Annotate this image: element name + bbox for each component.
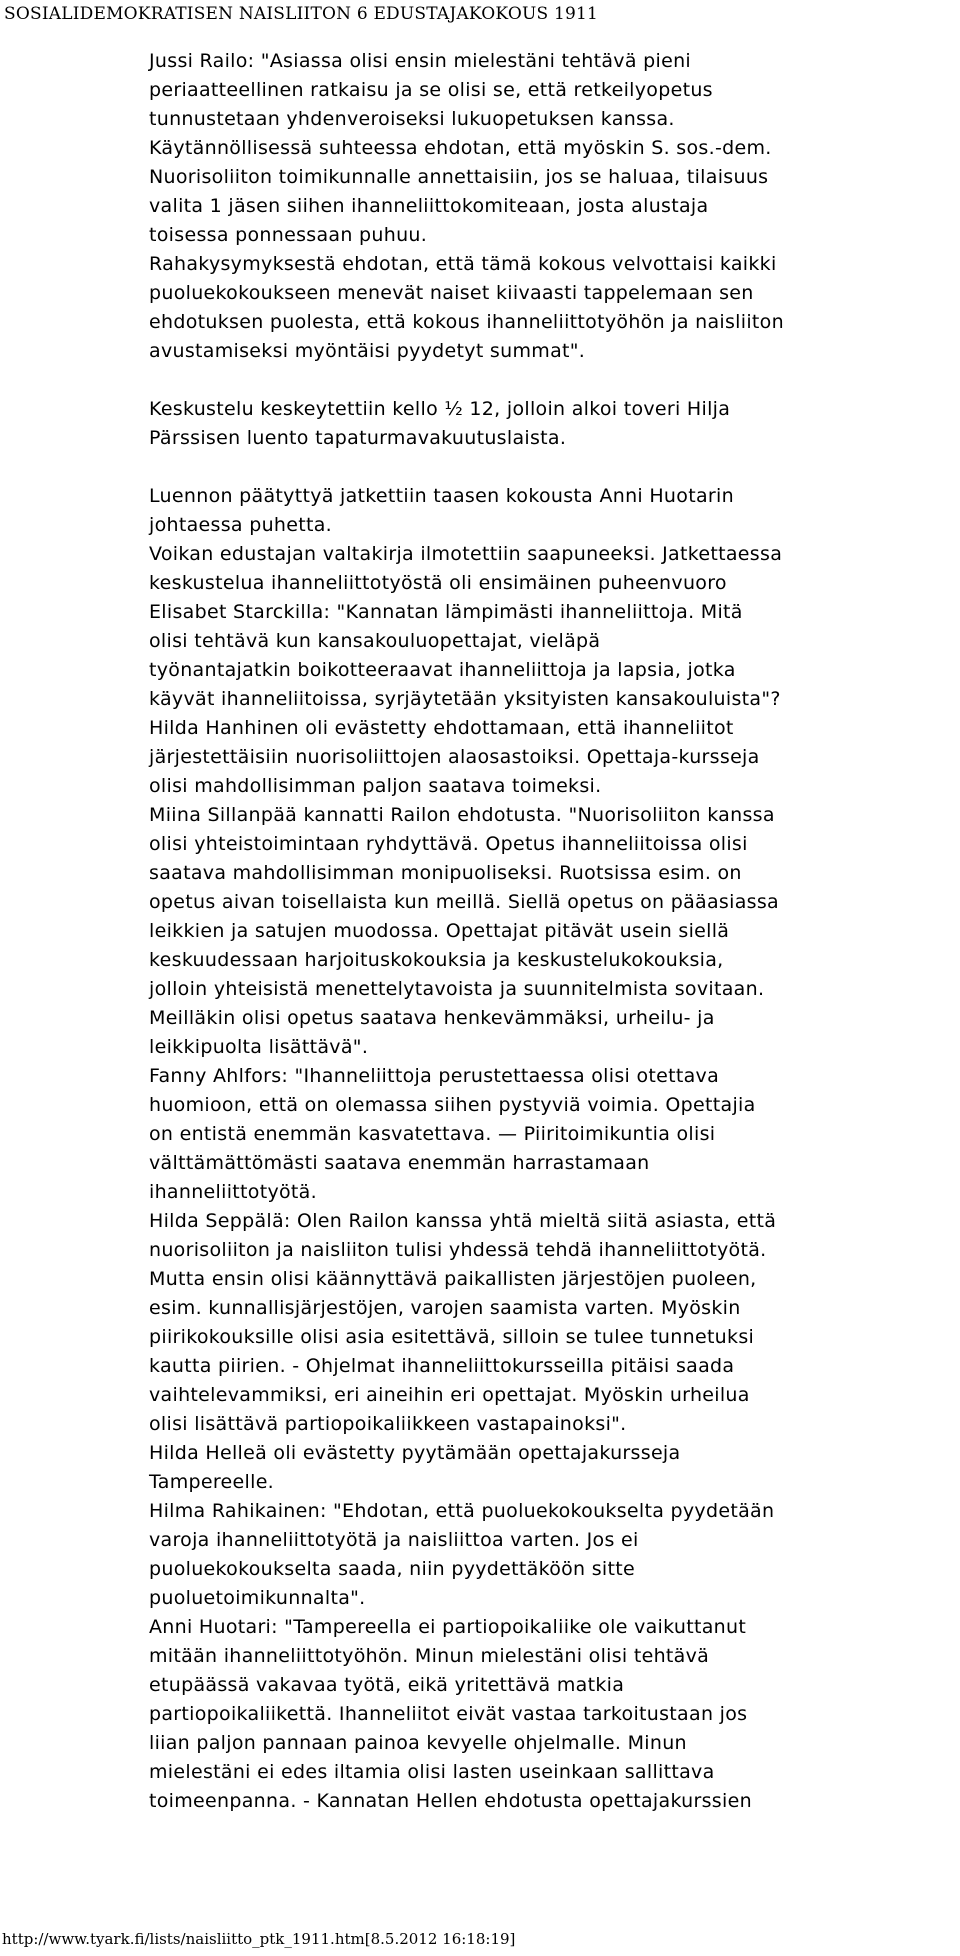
text-line: Fanny Ahlfors: "Ihanneliittoja perustettaessa olisi otettava [149, 1065, 720, 1087]
text-line: partiopoikaliikettä. Ihanneliitot eivät vastaa tarkoitustaan jos [149, 1703, 748, 1725]
text-line: keskuudessaan harjoituskokouksia ja keskustelukokouksia, [149, 949, 724, 971]
text-line: avustamiseksi myöntäisi pyydetyt summat". [149, 340, 586, 362]
text-line: toisessa ponnessaan puhuu. [149, 224, 428, 246]
text-line: mielestäni ei edes iltamia olisi lasten useinkaan sallittava [149, 1761, 715, 1783]
text-line: mitään ihanneliittotyöhön. Minun mielestäni olisi tehtävä [149, 1645, 710, 1667]
text-line: olisi lisättävä partiopoikaliikkeen vastapainoksi". [149, 1413, 627, 1435]
text-line: olisi yhteistoimintaan ryhdyttävä. Opetus ihanneliitoissa olisi [149, 833, 748, 855]
text-line: olisi tehtävä kun kansakouluopettajat, vieläpä [149, 630, 601, 652]
text-line: Miina Sillanpää kannatti Railon ehdotusta. "Nuorisoliiton kanssa [149, 804, 775, 826]
text-line: puoluekokoukseen menevät naiset kiivaasti tappelemaan sen [149, 282, 754, 304]
source-url-footer: http://www.tyark.fi/lists/naisliitto_ptk_1911.htm[8.5.2012 16:18:19] [2, 1930, 516, 1948]
text-line: valita 1 jäsen siihen ihanneliittokomiteaan, josta alustaja [149, 195, 709, 217]
text-line: Hilma Rahikainen: "Ehdotan, että puoluekokoukselta pyydetään [149, 1500, 775, 1522]
text-line: Jussi Railo: "Asiassa olisi ensin mielestäni tehtävä pieni [149, 50, 691, 72]
text-line: puoluekokoukselta saada, niin pyydettäköön sitte [149, 1558, 635, 1580]
text-line: järjestettäisiin nuorisoliittojen alaosastoiksi. Opettaja-kursseja [149, 746, 760, 768]
text-line: leikkien ja satujen muodossa. Opettajat pitävät usein siellä [149, 920, 730, 942]
text-line: johtaessa puhetta. [149, 514, 333, 536]
text-line: Hilda Helleä oli evästetty pyytämään opettajakursseja [149, 1442, 681, 1464]
text-line: nuorisoliiton ja naisliiton tulisi yhdessä tehdä ihanneliittotyötä. [149, 1239, 767, 1261]
text-line: Nuorisoliiton toimikunnalle annettaisiin, jos se haluaa, tilaisuus [149, 166, 769, 188]
text-line: etupäässä vakavaa työtä, eikä yritettävä matkia [149, 1674, 625, 1696]
paragraph-gap [149, 366, 954, 395]
text-line: piirikokouksille olisi asia esitettävä, silloin se tulee tunnetuksi [149, 1326, 755, 1348]
text-line: Anni Huotari: "Tampereella ei partiopoikaliike ole vaikuttanut [149, 1616, 747, 1638]
document-body [149, 47, 954, 1816]
text-line: toimeenpanna. - Kannatan Hellen ehdotusta opettajakurssien [149, 1790, 752, 1812]
text-line: Hilda Hanhinen oli evästetty ehdottamaan, että ihanneliitot [149, 717, 734, 739]
text-line: Luennon päätyttyä jatkettiin taasen kokousta Anni Huotarin [149, 485, 734, 507]
text-line: käyvät ihanneliitoissa, syrjäytetään yksityisten kansakouluista"? [149, 688, 781, 710]
text-line: on entistä enemmän kasvatettava. — Piiritoimikuntia olisi [149, 1123, 716, 1145]
text-line: puoluetoimikunnalta". [149, 1587, 366, 1609]
paragraph-gap [149, 453, 954, 482]
text-line: periaatteellinen ratkaisu ja se olisi se, että retkeilyopetus [149, 79, 713, 101]
running-header: SOSIALIDEMOKRATISEN NAISLIITON 6 EDUSTAJAKOKOUS 1911 [4, 4, 599, 24]
text-line: Tampereelle. [149, 1471, 275, 1493]
text-line: Elisabet Starckilla: "Kannatan lämpimästi ihanneliittoja. Mitä [149, 601, 743, 623]
text-line: opetus aivan toisellaista kun meillä. Siellä opetus on pääasiassa [149, 891, 779, 913]
text-line: leikkipuolta lisättävä". [149, 1036, 369, 1058]
text-line: välttämättömästi saatava enemmän harrastamaan [149, 1152, 650, 1174]
text-line: Voikan edustajan valtakirja ilmotettiin saapuneeksi. Jatkettaessa [149, 543, 783, 565]
text-line: Pärssisen luento tapaturmavakuutuslaista. [149, 427, 567, 449]
text-line: vaihtelevammiksi, eri aineihin eri opettajat. Myöskin urheilua [149, 1384, 750, 1406]
text-line: ehdotuksen puolesta, että kokous ihanneliittotyöhön ja naisliiton [149, 311, 784, 333]
text-line: Käytännöllisessä suhteessa ehdotan, että myöskin S. sos.-dem. [149, 137, 772, 159]
text-line: työnantajatkin boikotteeraavat ihanneliittoja ja lapsia, jotka [149, 659, 736, 681]
text-line: ihanneliittotyötä. [149, 1181, 317, 1203]
text-line: keskustelua ihanneliittotyöstä oli ensimäinen puheenvuoro [149, 572, 727, 594]
text-line: Mutta ensin olisi käännyttävä paikallisten järjestöjen puoleen, [149, 1268, 757, 1290]
text-line: tunnustetaan yhdenveroiseksi lukuopetuksen kanssa. [149, 108, 675, 130]
text-line: saatava mahdollisimman monipuoliseksi. Ruotsissa esim. on [149, 862, 742, 884]
text-line: Keskustelu keskeytettiin kello ½ 12, jolloin alkoi toveri Hilja [149, 398, 731, 420]
text-line: esim. kunnallisjärjestöjen, varojen saamista varten. Myöskin [149, 1297, 741, 1319]
text-line: kautta piirien. - Ohjelmat ihanneliittokursseilla pitäisi saada [149, 1355, 735, 1377]
text-line: liian paljon pannaan painoa kevyelle ohjelmalle. Minun [149, 1732, 687, 1754]
text-line: Rahakysymyksestä ehdotan, että tämä kokous velvottaisi kaikki [149, 253, 777, 275]
text-line: olisi mahdollisimman paljon saatava toimeksi. [149, 775, 602, 797]
text-line: varoja ihanneliittotyötä ja naisliittoa varten. Jos ei [149, 1529, 639, 1551]
text-line: Meilläkin olisi opetus saatava henkevämmäksi, urheilu- ja [149, 1007, 715, 1029]
text-line: Hilda Seppälä: Olen Railon kanssa yhtä mieltä siitä asiasta, että [149, 1210, 777, 1232]
text-line: jolloin yhteisistä menettelytavoista ja suunnitelmista sovitaan. [149, 978, 765, 1000]
text-line: huomioon, että on olemassa siihen pystyviä voimia. Opettajia [149, 1094, 756, 1116]
